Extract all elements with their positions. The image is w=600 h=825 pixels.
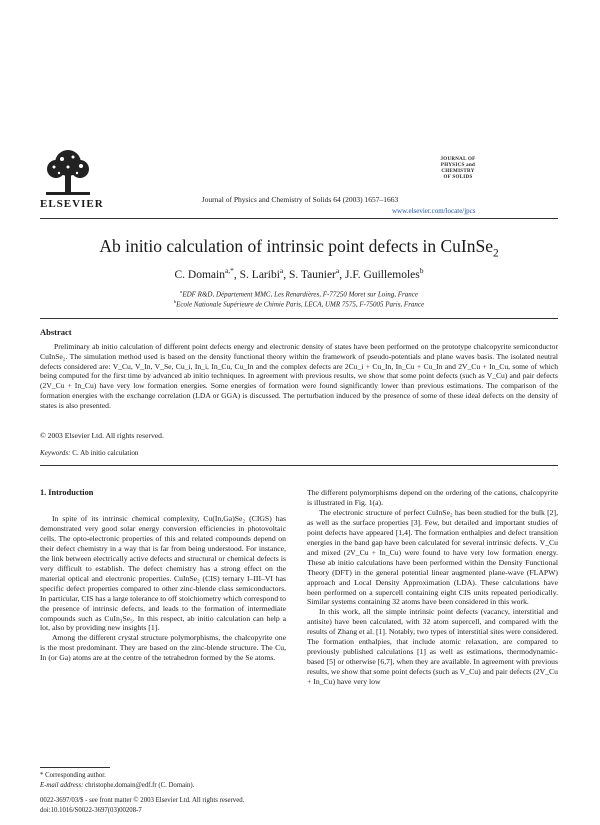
header-divider — [40, 218, 558, 219]
affiliation — [40, 299, 558, 308]
affiliation-mark: b — [173, 299, 177, 304]
article-title-subscript: 2 — [493, 247, 499, 260]
affiliation-text: Ecole Nationale Supérieure de Chimie Paris, LECA, UMR 7575, F-75005 Paris, France — [176, 300, 425, 309]
footnote-email — [40, 782, 194, 789]
author-name: J.F. Guillemoles — [344, 268, 420, 281]
elsevier-tree-logo — [40, 145, 96, 199]
abstract-divider-top — [40, 318, 558, 319]
email-address: christophe.domain@edf.fr (C. Domain). — [85, 782, 195, 789]
abstract-copyright: © 2003 Elsevier Ltd. All rights reserved. — [40, 431, 164, 440]
abstract-text: Preliminary ab initio calculation of different point defects energy and electronic density of states have been performed on the prototype chalcopyrite semiconductor CuInSe₂. The simulation method used is based on the density functional theory within the framework of pseudo-potentials and plane waves basis. The isolated neutral defects considered are: V_Cu, V_In, V_Se, Cu_i, In_i, In_Cu, Cu_In and the complex defects are 2Cu_i + Cu_In, In_Cu + Cu_In and 2V_Cu + In_Cu, some of which being computed for the first time by advanced ab initio techniques. In agreement with previous results, we show that some point defects (such as V_Cu) and pair defects (2V_Cu + In_Cu) have very low formation energies. Some energies of formation were found significantly lower than previous estimations. The comparison of the formation energies with the exchange correlation (LDA or GGA) is discussed. The perturbation induced by the presence of some of these ideal defects on the density of states is also presented. — [40, 342, 558, 410]
footnote-divider — [40, 767, 110, 768]
affiliation — [40, 289, 558, 298]
author-name: C. Domain — [174, 268, 225, 281]
journal-url-link[interactable]: www.elsevier.com/locate/jpcs — [392, 207, 476, 215]
author-name: S. Laribi — [239, 268, 280, 281]
paragraph: Among the different crystal structure polymorphisms, the chalcopyrite one is the most predominant. They are based on the zinc-blende structure. The Cu, In (or Ga) atoms are at the centre of the tetrahedron formed by the Se atoms. — [40, 633, 286, 663]
paragraph: In this work, all the simple intrinsic point defects (vacancy, interstitial and antisite) have been calculated, with 32 atom supercell, and compared with the results of Zhang et al. [1]. Notably, two types of interstitial sites were considered. The formation enthalpies, that include atomic relaxation, are compared to previously published calculations [1] as well as estimations, thermodynamic-based [5] or otherwise [6,7], when they are available. In agreement with previous results, we show that some point defects (such as V_Cu) and pair defects (2V_Cu + In_Cu) have very low — [307, 607, 558, 687]
publisher-name: ELSEVIER — [40, 198, 104, 210]
issn-line: 0022-3697/03/$ - see front matter © 2003 Elsevier Ltd. All rights reserved. — [40, 797, 245, 804]
email-label: E-mail address: — [40, 782, 84, 789]
author-affiliation-mark: b — [419, 266, 424, 275]
author-affiliation-mark: a — [335, 266, 340, 275]
article-title-text: Ab initio calculation of intrinsic point defects in CuInSe — [99, 236, 493, 256]
paragraph: The electronic structure of perfect CuInSe₂ has been studied for the bulk [2], as well as the surface properties [3]. Few, but detailed and important studies of point defects have appeared [1,4]. The formation enthalpies and defect transition energies in the band gap have been calculated for several intrinsic defects. V_Cu and mixed (2V_Cu + In_Cu) were found to have very low formation energy. These ab initio calculations have been performed within the Density Functional Theory (DFT) in the general potential linear augmented plane-wave (FLAPW) approach and Local Density Approximation (LDA). These calculations have been performed on a supercell containing eight CIS units repeated periodically. Similar systems containing 32 atoms have been considered in this work. — [307, 507, 558, 607]
affiliation-mark: a — [180, 289, 183, 294]
journal-title-line: JOURNAL OF — [440, 157, 476, 162]
keywords-text: C. Ab initio calculation — [72, 449, 139, 457]
abstract-heading: Abstract — [40, 327, 72, 337]
journal-title — [428, 157, 488, 181]
section-heading: 1. Introduction — [40, 488, 94, 497]
paragraph: The different polymorphisms depend on the ordering of the cations, chalcopyrite is illustrated in Fig. 1(a). — [307, 488, 558, 507]
abstract-divider-bottom — [40, 465, 558, 466]
journal-citation: Journal of Physics and Chemistry of Solids 64 (2003) 1657–1663 — [201, 195, 399, 204]
journal-title-line: PHYSICS and CHEMISTRY — [440, 163, 476, 174]
journal-title-line: OF SOLIDS — [443, 175, 473, 180]
keywords-label: Keywords: — [40, 449, 71, 457]
affiliation-text: EDF R&D, Département MMC, Les Renardières, F-77250 Moret sur Loing, France — [182, 290, 418, 299]
body-column-left — [40, 514, 286, 663]
author-affiliation-mark: a — [279, 266, 284, 275]
keywords — [40, 449, 138, 457]
body-column-right — [307, 488, 558, 687]
footnote-corresponding: * Corresponding author. — [40, 772, 106, 779]
paragraph: In spite of its intrinsic chemical complexity, Cu(In,Ga)Se₂ (CIGS) has demonstrated very good solar energy conversion efficiencies in photovoltaic cells. The opto-electronic properties of this and related compounds depend on their defect chemistry in a way that is far from being understood. For instance, the link between electrically active defects and structural or chemical defects is very difficult to establish. The defect chemistry has a strong effect on the material optical and electronic properties. CuInSe₂ (CIS) ternary I–III–VI has specific defect properties compared to other zinc-blende class semiconductors. In particular, CIS has a large tolerance to off stoichiometry which correspond to the presence of intrinsic defects, and leads to the formation of intermediate compounds such as CuIn₃Se₅. In this respect, ab initio calculation can help a lot, also by providing new insights [1]. — [40, 514, 286, 633]
author-name: S. Taunier — [288, 268, 336, 281]
doi-line: doi:10.1016/S0022-3697(03)00208-7 — [40, 807, 142, 814]
article-title — [40, 236, 558, 260]
author-affiliation-mark: a,* — [224, 266, 234, 275]
author-list: C. Domain$^{a,*}$, S. Laribi$^a$, S. Taunier$^a$, J.F. Guillemoles$^b$ — [174, 266, 424, 281]
